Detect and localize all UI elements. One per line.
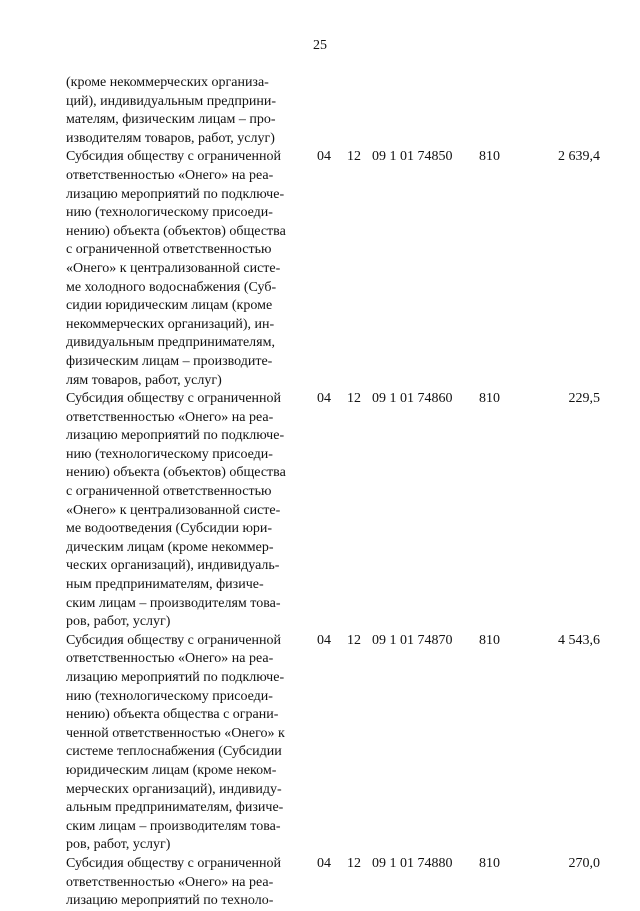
- subsection-code: 12: [347, 855, 361, 871]
- section-code: 04: [317, 632, 331, 648]
- table-row: [66, 74, 600, 148]
- table-row: [66, 390, 600, 632]
- subsection-code: 12: [347, 632, 361, 648]
- table-row: [66, 855, 600, 911]
- expense-type-code: 810: [479, 149, 500, 165]
- amount: 270,0: [568, 855, 600, 871]
- target-article-code: 09 1 01 74880: [372, 855, 453, 871]
- section-code: 04: [317, 149, 331, 165]
- budget-table: [66, 74, 600, 911]
- expense-type-code: 810: [479, 632, 500, 648]
- amount: 4 543,6: [558, 632, 600, 648]
- subsection-code: 12: [347, 391, 361, 407]
- table-row: [66, 632, 600, 855]
- expense-type-code: 810: [479, 855, 500, 871]
- target-article-code: 09 1 01 74850: [372, 149, 453, 165]
- row-description: Субсидия обществу с ограниченной ответственностью «Онего» на реа- лизацию мероприятий по подключе- нию (технологическому присоеди- нению) объекта (объектов) общества с ограниченной ответственностью «Онего» к централизованной систе- ме холодного водоснабжения (Суб- сидии юридическим лицам (кроме некоммерческих организаций), ин- дивидуальным предпринимателям, физическим лицам – производите- лям товаров, работ, услуг): [66, 149, 286, 388]
- target-article-code: 09 1 01 74870: [372, 632, 453, 648]
- expense-type-code: 810: [479, 391, 500, 407]
- row-description: Субсидия обществу с ограниченной ответственностью «Онего» на реа- лизацию мероприятий по техноло-: [66, 855, 282, 909]
- section-code: 04: [317, 855, 331, 871]
- subsection-code: 12: [347, 149, 361, 165]
- page-number: 25: [313, 38, 327, 53]
- table-row: [66, 148, 600, 390]
- row-description: Субсидия обществу с ограниченной ответственностью «Онего» на реа- лизацию мероприятий по подключе- нию (технологическому присоеди- нению) объекта общества с ограни- ченной ответственностью «Онего» к системе теплоснабжения (Субсидии юридическим лицам (кроме неком- мерческих организаций), индивиду- альным предпринимателям, физиче- ским лицам – производителям това- ров, работ, услуг): [66, 632, 285, 853]
- section-code: 04: [317, 391, 331, 407]
- row-description: Субсидия обществу с ограниченной ответственностью «Онего» на реа- лизацию мероприятий по подключе- нию (технологическому присоеди- нению) объекта (объектов) общества с ограниченной ответственностью «Онего» к централизованной систе- ме водоотведения (Субсидии юри- дическим лицам (кроме некоммер- ческих организаций), индивидуаль- ным предпринимателям, физиче- ским лицам – производителям това- ров, работ, услуг): [66, 391, 286, 630]
- amount: 229,5: [568, 391, 600, 407]
- row-description: (кроме некоммерческих организа- ций), индивидуальным предприни- мателям, физическим лицам – про- изводителям товаров, работ, услуг): [66, 75, 277, 146]
- target-article-code: 09 1 01 74860: [372, 391, 453, 407]
- amount: 2 639,4: [558, 149, 600, 165]
